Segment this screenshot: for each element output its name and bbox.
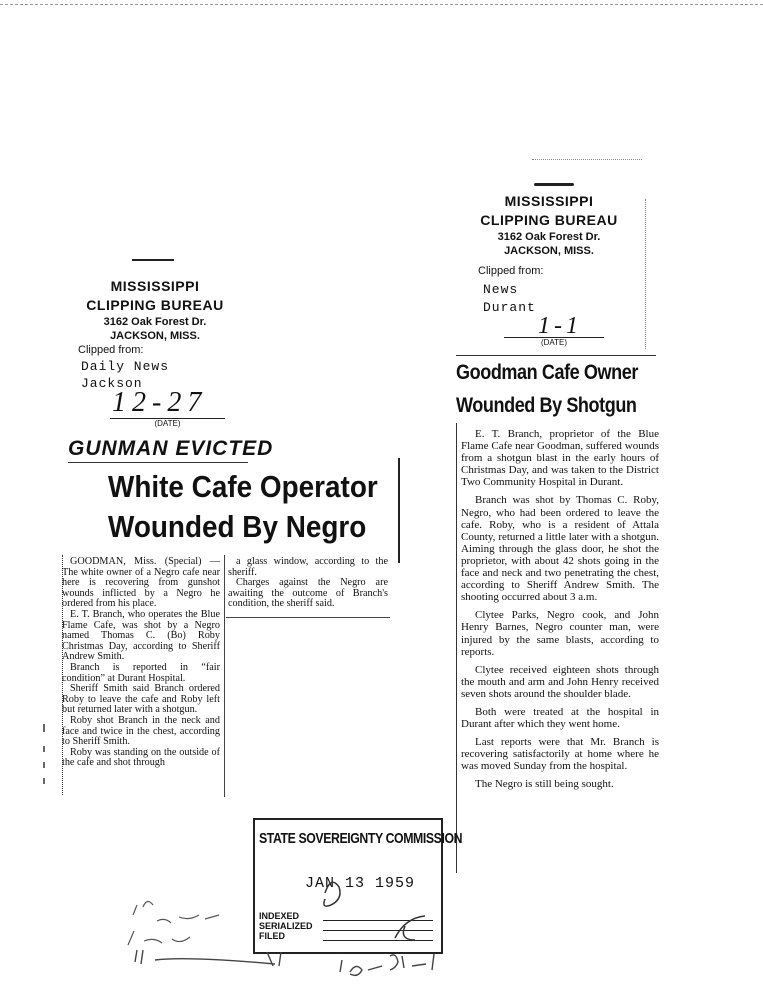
sovereignty-commission-stamp [253,818,463,954]
left-bureau-header [80,277,230,343]
article-column-2 [228,557,388,610]
file-number-scribble [340,954,434,975]
stamp-field-serialized: SERIALIZED [259,921,313,931]
newspaper-name: Daily News [81,359,170,374]
margin-scribble [128,931,190,945]
article-paragraph: Roby was standing on the outside of the cafe and shot through [62,746,220,769]
article-paragraph: Clytee Parks, Negro cook, and John Henry Barnes, Negro counter man, were injured by the same blasts, according to reports. [461,609,659,658]
article-headline-line2: Wounded By Shotgun [456,394,637,417]
stamp-field-line [323,940,433,941]
article-paragraph: The Negro is still being sought. [475,778,614,791]
article-paragraph: E. T. Branch, who operates the Blue Flame Cafe, was shot by a Negro named Thomas C. (Bo) Roby Christmas Day, according to Sheriff Andrew Smith. [62,608,220,663]
dotted-border-top [532,159,642,161]
newspaper-city: Jackson [81,376,143,391]
article-column-1 [62,557,220,769]
article-paragraph: Branch is reported in “fair condition” at Durant Hospital. [62,661,220,684]
article-kicker: GUNMAN EVICTED [68,437,274,460]
stamp-field-indexed: INDEXED [259,911,300,921]
date-label: (DATE) [504,337,604,347]
article-paragraph: Branch was shot by Thomas C. Roby, Negro, who had been ordered to leave the cafe. Roby, who is a resident of Attala County, returned a little later with a shotgun. Aiming through the glass door, he shot the proprietor, with about 42 shots going in the face and neck and two penetrating the chest, according to Sheriff Andrew Smith. The shooting occurred about 3 a.m. [461,494,659,604]
column-2-bottom-rule [226,617,390,618]
margin-scribble [133,901,219,923]
clipped-from-label: Clipped from: [78,344,144,356]
headline-top-rule [456,355,656,356]
hand-dash-mark [534,183,574,186]
article-paragraph: Last reports were that Mr. Branch is recovering satisfactorily at home where he was moved Sunday from the hospital. [461,736,659,773]
column-divider [224,555,225,797]
article-paragraph: Both were treated at the hospital in Durant after which they went home. [461,705,659,731]
right-clipping [452,155,664,875]
article-headline-line2: Wounded By Negro [108,509,367,544]
hand-dash-mark [132,259,174,261]
bureau-address-line1: 3162 Oak Forest Dr. [103,316,207,328]
article-left-rule [456,423,457,873]
stamp-title: STATE SOVEREIGNTY COMMISSION [259,830,463,847]
bureau-name-line2: CLIPPING BUREAU [86,297,224,313]
bureau-address-line2: JACKSON, MISS. [504,245,594,257]
article-paragraph: Clytee received eighteen shots through the mouth and arm and John Henry received seven shots around the shoulder blade. [461,663,659,700]
left-clipping [50,255,410,815]
newspaper-name: News [483,282,519,297]
article-headline-line1: White Cafe Operator [108,469,378,504]
bureau-name-line1: MISSISSIPPI [110,278,200,294]
stamp-date: JAN 13 1959 [305,875,416,892]
article-paragraph: Charges against the Negro are awaiting the outcome of Branch's condition, the sheriff said. [228,577,388,610]
bureau-address-line2: JACKSON, MISS. [110,330,200,342]
handwritten-date: 12-27 [112,387,208,418]
article-paragraph: GOODMAN, Miss. (Special) — The white owner of a Negro cafe near here is recovering from gunshot wounds inflicted by a Negro he ordered from his place. [62,556,220,610]
article-paragraph: Sheriff Smith said Branch ordered Roby to leave the cafe and Roby left but returned later with a shotgun. [62,683,220,716]
bureau-name-line1: MISSISSIPPI [504,193,594,209]
bureau-name-line2: CLIPPING BUREAU [480,212,618,228]
scan-top-edge [0,0,763,5]
right-bureau-header [474,192,624,258]
article-headline-line1: Goodman Cafe Owner [456,361,638,384]
date-label: (DATE) [110,418,225,428]
handwritten-date: 1-1 [538,313,582,339]
newspaper-city: Durant [483,300,536,315]
stamp-field-line [323,920,433,921]
stamp-fields [259,911,313,941]
article-body [461,428,659,797]
clipped-from-label: Clipped from: [478,265,544,277]
article-paragraph: Roby shot Branch in the neck and face and twice in the chest, according to Sheriff Smith. [62,714,220,748]
dotted-border-right [645,199,647,349]
article-paragraph: a glass window, according to the sheriff. [228,556,388,578]
stamp-field-line [323,930,433,931]
bureau-address-line1: 3162 Oak Forest Dr. [497,231,601,243]
article-paragraph: E. T. Branch, proprietor of the Blue Flame Cafe near Goodman, suffered wounds from a shotgun blast in the early hours of Christmas Day, and was taken to the District Two Community Hospital in Durant. [461,428,659,489]
stamp-field-filed: FILED [259,931,285,941]
